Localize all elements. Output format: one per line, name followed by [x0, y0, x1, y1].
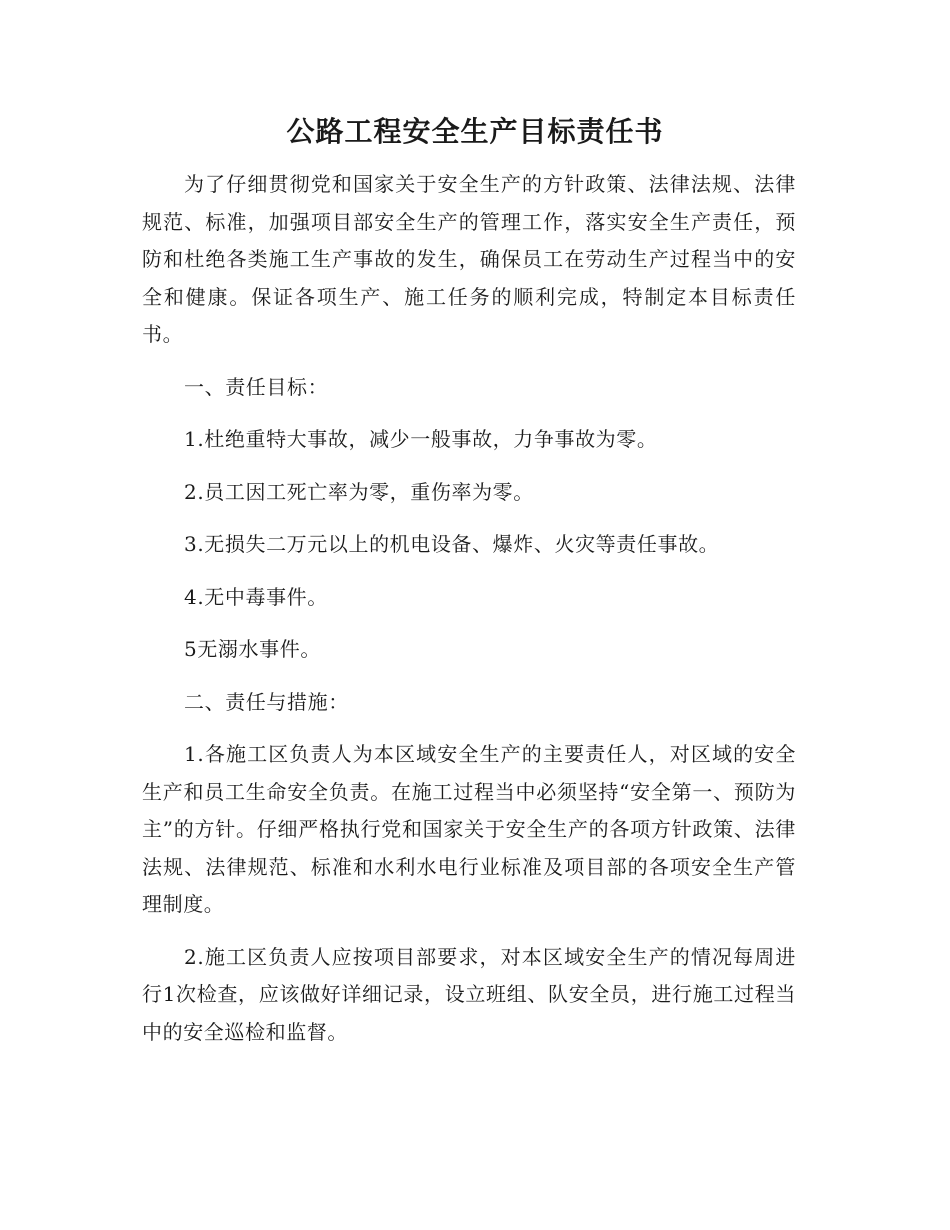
measure-item-1: 1.各施工区负责人为本区域安全生产的主要责任人，对区域的安全生产和员工生命安全负责。在施工过程当中必须坚持“安全第一、预防为主”的方针。仔细严格执行党和国家关于安全生产的各项方针政策、法律法规、法律规范、标准和水利水电行业标准及项目部的各项安全生产管理制度。 — [142, 742, 796, 916]
document-title: 公路工程安全生产目标责任书 — [286, 115, 664, 148]
goal-item-5: 5无溺水事件。 — [184, 637, 321, 661]
measure-item-2: 2.施工区负责人应按项目部要求，对本区域安全生产的情况每周进行1次检查，应该做好详细记录，设立班组、队安全员，进行施工过程当中的安全巡检和监督。 — [142, 944, 796, 1044]
document-body — [142, 166, 796, 1051]
section-heading-goals: 一、责任目标： — [184, 374, 329, 399]
section-heading-measures: 二、责任与措施： — [184, 689, 349, 714]
intro-paragraph: 为了仔细贯彻党和国家关于安全生产的方针政策、法律法规、法律规范、标准，加强项目部安全生产的管理工作，落实安全生产责任，预防和杜绝各类施工生产事故的发生，确保员工在劳动生产过程当中的安全和健康。保证各项生产、施工任务的顺利完成，特制定本目标责任书。 — [142, 172, 796, 346]
goal-item-4: 4.无中毒事件。 — [184, 584, 328, 609]
goal-item-1: 1.杜绝重特大事故，减少一般事故，力争事故为零。 — [184, 427, 658, 451]
goal-item-3: 3.无损失二万元以上的机电设备、爆炸、火灾等责任事故。 — [184, 532, 720, 556]
goal-item-2: 2.员工因工死亡率为零，重伤率为零。 — [184, 479, 534, 504]
